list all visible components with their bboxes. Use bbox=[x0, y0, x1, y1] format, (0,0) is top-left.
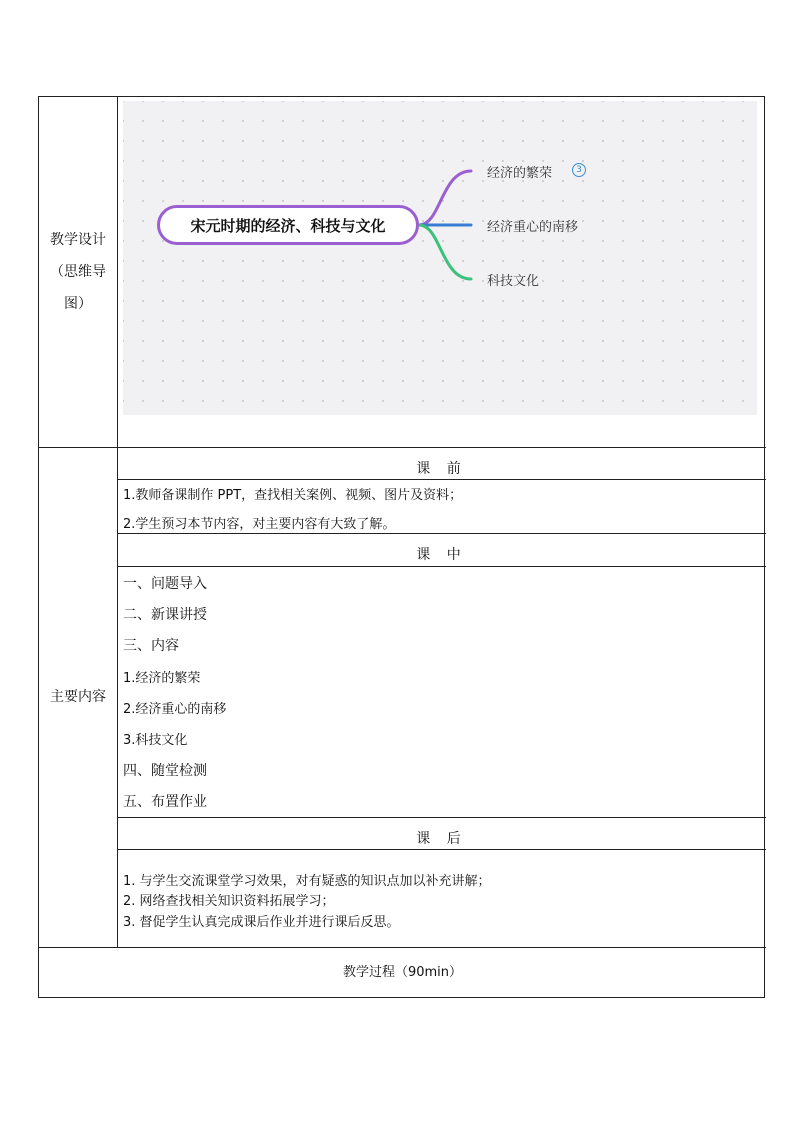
design-label-line: 教学设计 bbox=[50, 232, 106, 248]
connector-tech bbox=[419, 225, 471, 279]
mind-map-connectors bbox=[123, 101, 757, 415]
after-item: 3. 督促学生认真完成课后作业并进行课后反思。 bbox=[123, 915, 400, 930]
during-item: 四、随堂检测 bbox=[123, 763, 207, 779]
before-item: 1.教师备课制作 PPT，查找相关案例、视频、图片及资料； bbox=[123, 488, 463, 503]
main-content-label: 主要内容 bbox=[50, 689, 106, 705]
mind-map-branch-south-shift[interactable]: 经济重心的南移 bbox=[487, 220, 579, 235]
during-item: 五、布置作业 bbox=[123, 794, 207, 810]
during-item: 2.经济重心的南移 bbox=[123, 702, 227, 717]
section-after-class: 课 后 bbox=[416, 831, 467, 847]
mind-map-root[interactable]: 宋元时期的经济、科技与文化 bbox=[157, 205, 419, 245]
during-item: 二、新课讲授 bbox=[123, 607, 207, 623]
after-item: 1. 与学生交流课堂学习效果，对有疑惑的知识点加以补充讲解； bbox=[123, 874, 491, 889]
connector-economy bbox=[419, 171, 471, 225]
after-item: 2. 网络查找相关知识资料拓展学习； bbox=[123, 894, 335, 909]
design-label-line: （思维导 bbox=[50, 264, 106, 280]
lesson-plan-table bbox=[38, 96, 765, 998]
teaching-process-label: 教学过程（90min） bbox=[342, 965, 463, 980]
row-divider bbox=[117, 566, 766, 567]
row-divider bbox=[117, 533, 766, 534]
section-during-class: 课 中 bbox=[416, 547, 467, 563]
mind-map-branch-tech[interactable]: 科技文化 bbox=[487, 274, 540, 289]
column-divider bbox=[117, 97, 118, 947]
row-divider bbox=[117, 479, 766, 480]
during-item: 3.科技文化 bbox=[123, 733, 188, 748]
design-label bbox=[39, 97, 117, 447]
mind-map bbox=[123, 101, 757, 415]
row-divider bbox=[117, 817, 766, 818]
row-divider bbox=[117, 849, 766, 850]
design-label-line: 图） bbox=[64, 296, 92, 312]
count-badge[interactable]: 3 bbox=[572, 163, 586, 177]
before-item: 2.学生预习本节内容，对主要内容有大致了解。 bbox=[123, 517, 396, 532]
row-divider bbox=[39, 447, 766, 448]
during-item: 1.经济的繁荣 bbox=[123, 671, 201, 686]
section-before-class: 课 前 bbox=[416, 461, 467, 477]
during-item: 一、问题导入 bbox=[123, 576, 207, 592]
during-item: 三、内容 bbox=[123, 638, 179, 654]
mind-map-branch-economy[interactable]: 经济的繁荣 bbox=[487, 166, 553, 181]
